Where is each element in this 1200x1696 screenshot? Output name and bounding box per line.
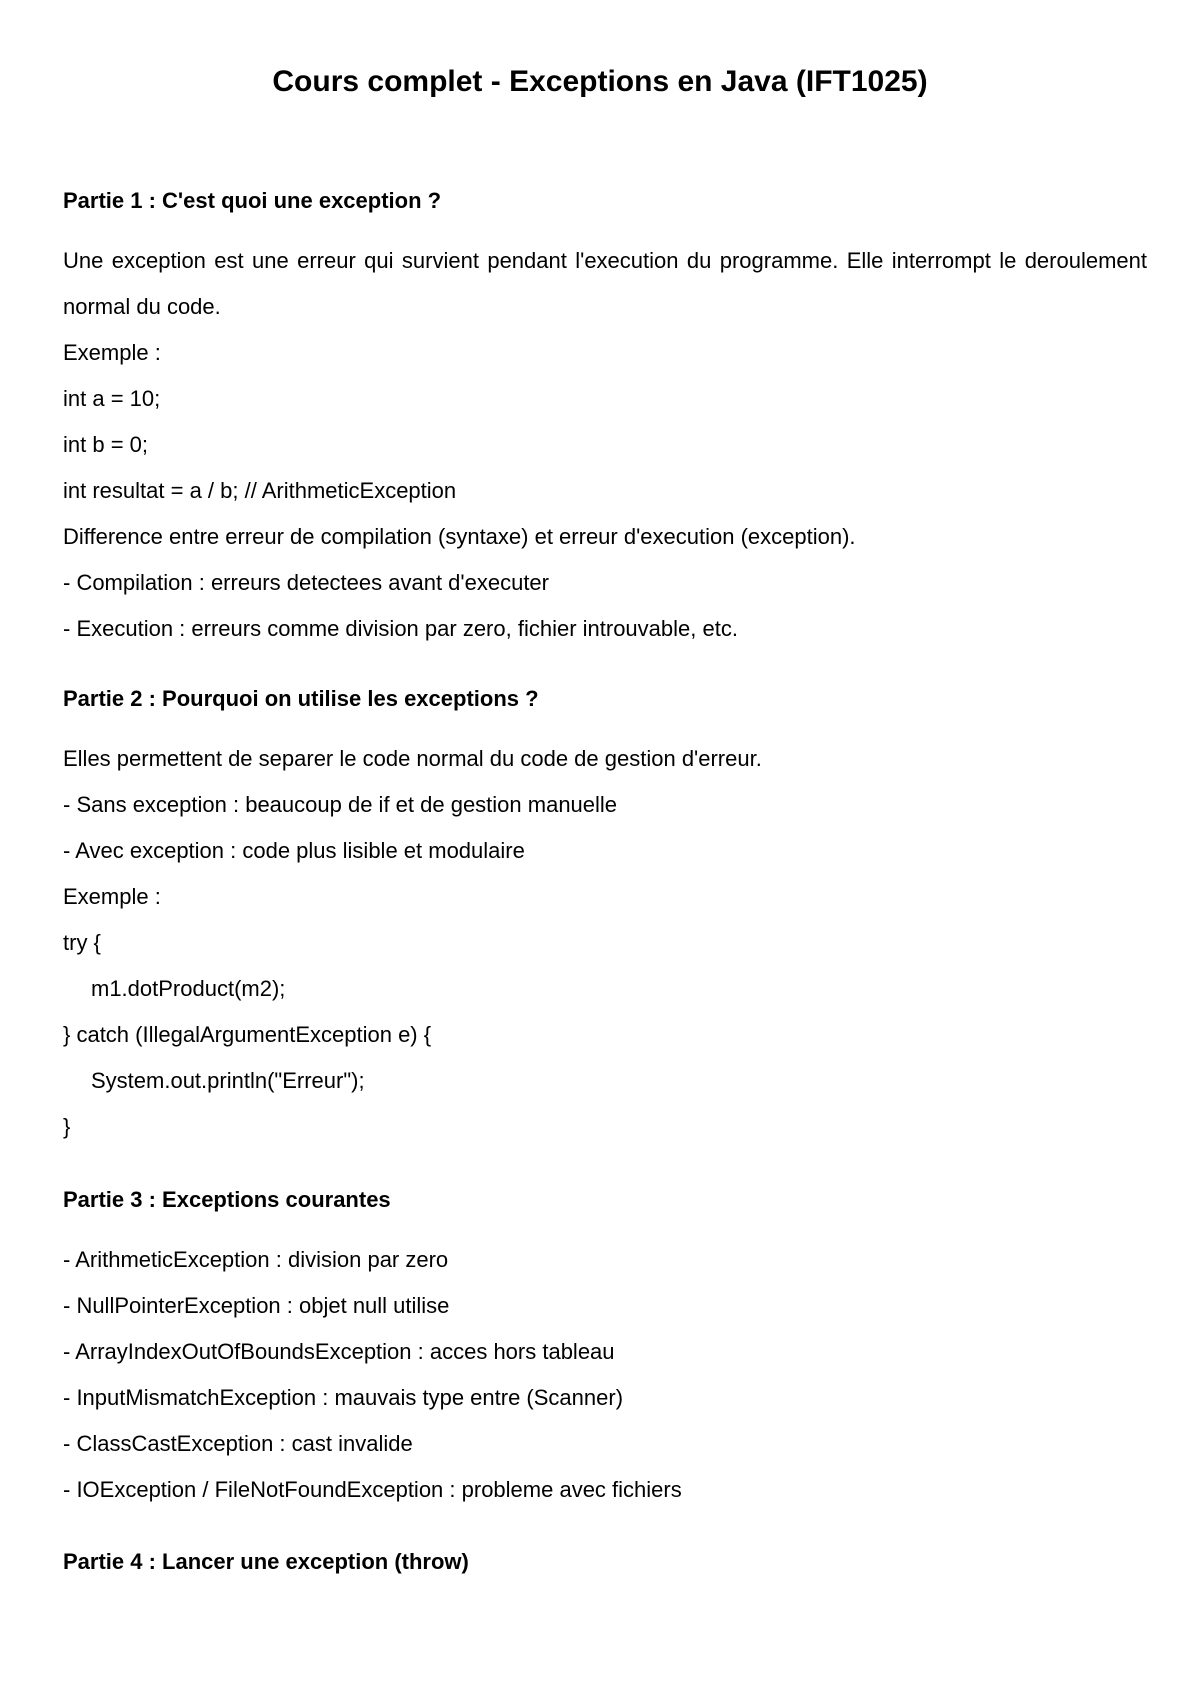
list-item: - InputMismatchException : mauvais type entre (Scanner) — [63, 1385, 624, 1410]
document-title: Cours complet - Exceptions en Java (IFT1025) — [272, 65, 928, 98]
section-part-1 — [63, 187, 1147, 652]
list-item: - ArrayIndexOutOfBoundsException : acces hors tableau — [63, 1339, 615, 1364]
part-1-intro: Une exception est une erreur qui survient pendant l'execution du programme. Elle interrompt le deroulement normal du code. — [63, 248, 1147, 319]
list-item: - ArithmeticException : division par zero — [63, 1247, 449, 1272]
section-heading-part-4: Partie 4 : Lancer une exception (throw) — [63, 1549, 469, 1574]
list-item: - Avec exception : code plus lisible et modulaire — [63, 838, 525, 863]
section-part-3 — [63, 1186, 1147, 1513]
section-part-2 — [63, 685, 1147, 1150]
part-2-example-label: Exemple : — [63, 884, 161, 909]
section-heading-part-3: Partie 3 : Exceptions courantes — [63, 1187, 391, 1212]
code-line: int resultat = a / b; // ArithmeticException — [63, 478, 457, 503]
list-item: - Compilation : erreurs detectees avant d'executer — [63, 570, 549, 595]
list-item: - Sans exception : beaucoup de if et de gestion manuelle — [63, 792, 618, 817]
section-heading-part-1: Partie 1 : C'est quoi une exception ? — [63, 188, 442, 213]
list-item: - IOException / FileNotFoundException : probleme avec fichiers — [63, 1477, 682, 1502]
section-heading-part-2: Partie 2 : Pourquoi on utilise les exceptions ? — [63, 686, 539, 711]
code-line: try { — [63, 930, 101, 955]
list-item: - NullPointerException : objet null utilise — [63, 1293, 450, 1318]
section-part-4 — [63, 1548, 1147, 1599]
part-1-difference: Difference entre erreur de compilation (syntaxe) et erreur d'execution (exception). — [63, 524, 856, 549]
list-item: - ClassCastException : cast invalide — [63, 1431, 413, 1456]
code-line: int b = 0; — [63, 432, 149, 457]
part-2-intro: Elles permettent de separer le code normal du code de gestion d'erreur. — [63, 746, 762, 771]
code-line: } — [63, 1114, 71, 1139]
code-line: m1.dotProduct(m2); — [91, 976, 286, 1001]
code-line: } catch (IllegalArgumentException e) { — [63, 1022, 432, 1047]
code-line: System.out.println("Erreur"); — [91, 1068, 365, 1093]
part-1-example-label: Exemple : — [63, 340, 161, 365]
list-item: - Execution : erreurs comme division par zero, fichier introuvable, etc. — [63, 616, 738, 641]
code-line: int a = 10; — [63, 386, 161, 411]
